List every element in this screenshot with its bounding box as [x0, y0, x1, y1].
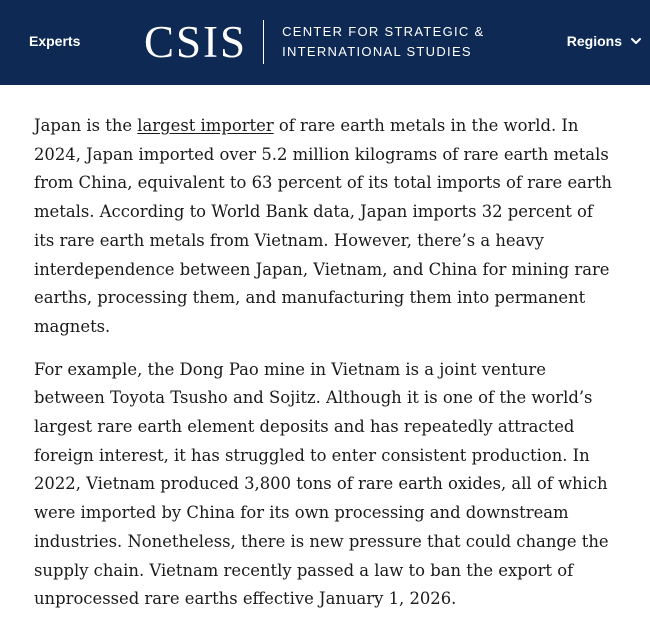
paragraph-1-body-text: of rare earth metals in the world. In 2024, Japan imported over 5.2 million kilograms of rare earth metals from China, equivalent to 63 percent of its total imports of rare earth metals. According to World Bank data, Japan imports 32 percent of its rare earth metals from Vietnam. However, there’s a heavy interdependence between Japan, Vietnam, and China for mining rare earths, processing them, and manufacturing them into permanent magnets.	[34, 116, 612, 336]
logo-divider	[263, 20, 264, 64]
site-header	[0, 0, 650, 85]
logo-tagline-line1: CENTER FOR STRATEGIC &	[282, 24, 485, 39]
chevron-down-icon	[631, 36, 641, 46]
article-paragraph-1	[34, 112, 614, 342]
csis-logo[interactable]	[144, 14, 485, 70]
nav-experts-link[interactable]: Experts	[29, 33, 81, 49]
nav-regions-dropdown[interactable]	[567, 33, 641, 49]
paragraph-1-intro-text: Japan is the	[34, 116, 138, 135]
largest-importer-link[interactable]: largest importer	[137, 116, 274, 135]
logo-tagline-line2: INTERNATIONAL STUDIES	[282, 44, 472, 59]
logo-tagline	[282, 22, 484, 62]
nav-regions-label: Regions	[566, 33, 622, 49]
article-paragraph-2: For example, the Dong Pao mine in Vietnam is a joint venture between Toyota Tsusho and Sojitz. Although it is one of the world’s largest rare earth element deposits and has repeatedly attracted foreign interest, it has struggled to enter consistent production. In 2022, Vietnam produced 3,800 tons of rare earth oxides, all of which were imported by China for its own processing and downstream industries. Nonetheless, there is new pressure that could change the supply chain. Vietnam recently passed a law to ban the export of unprocessed rare earths effective January 1, 2026.	[34, 359, 609, 609]
logo-wordmark: CSIS	[144, 16, 248, 67]
article-body	[34, 112, 614, 628]
